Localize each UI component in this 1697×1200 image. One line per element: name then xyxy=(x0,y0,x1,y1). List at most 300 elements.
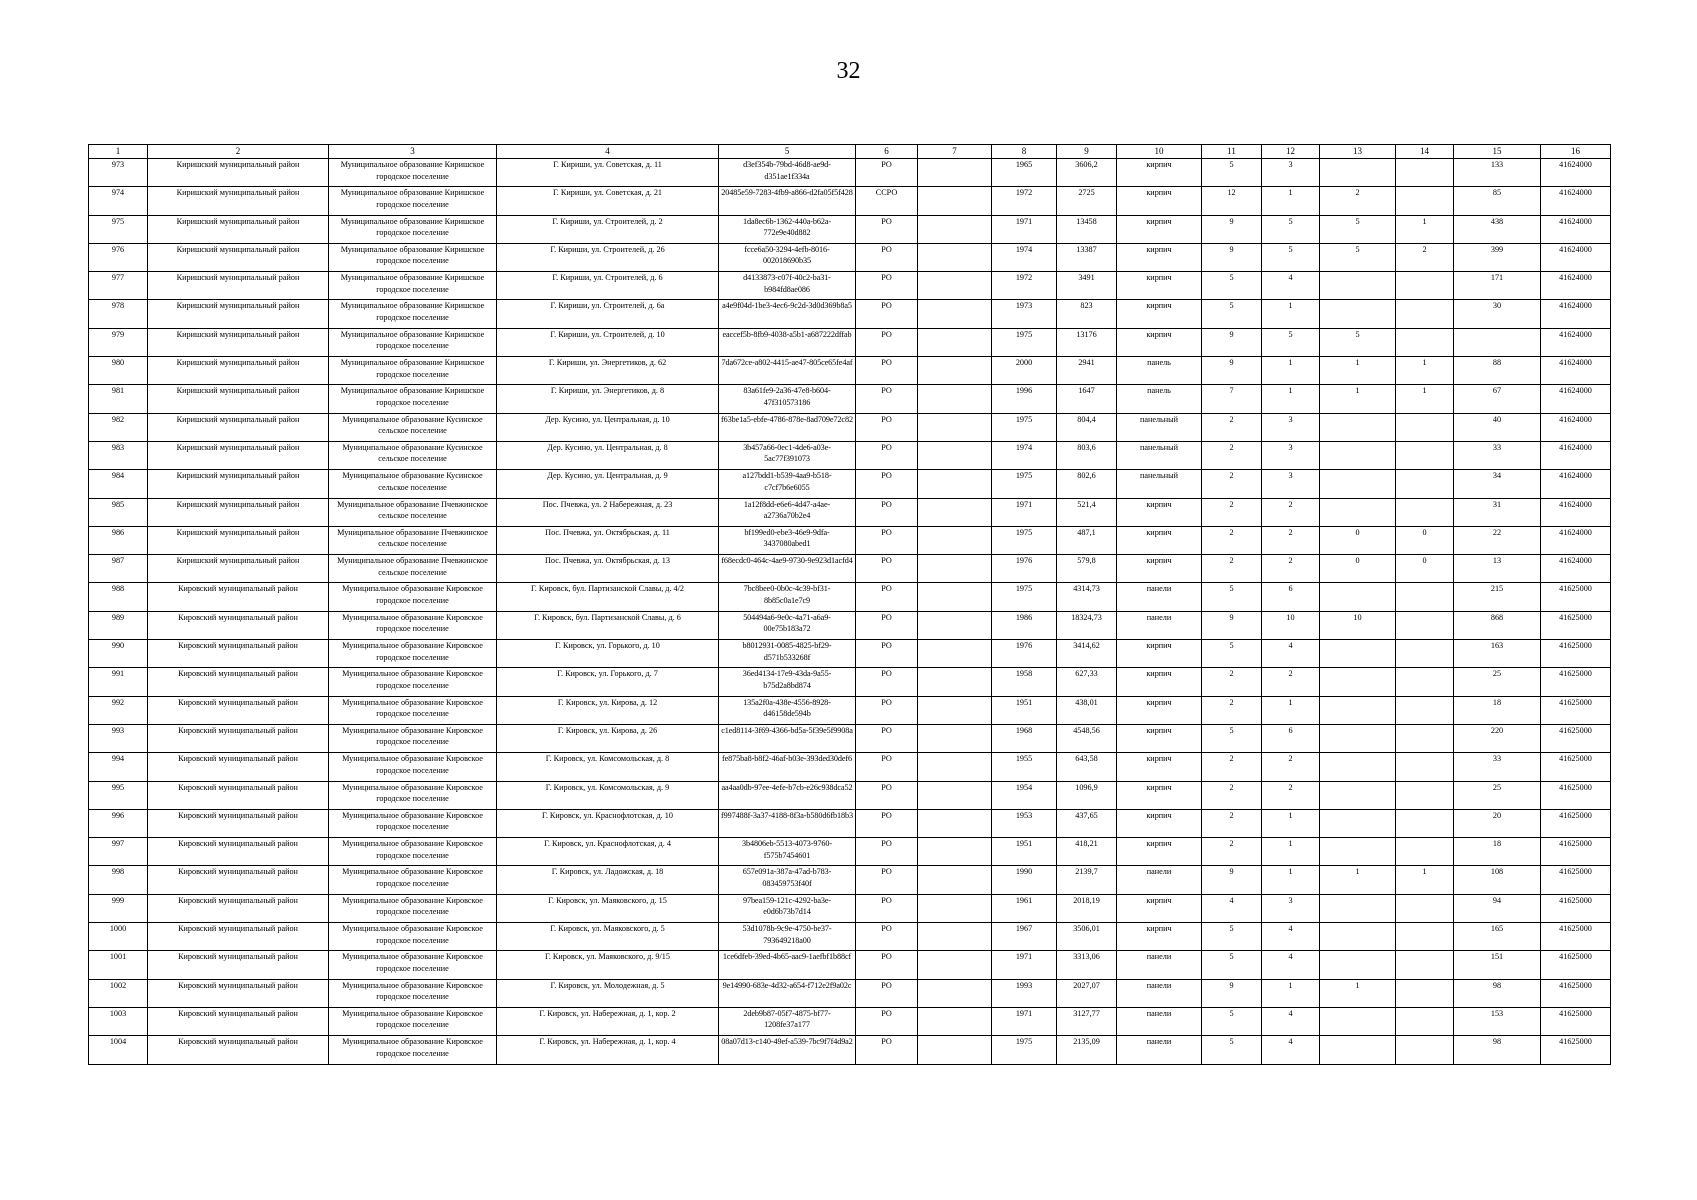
cell-residents: 88 xyxy=(1454,357,1541,385)
cell-entrances: 1 xyxy=(1262,385,1320,413)
cell-year: 1955 xyxy=(992,753,1057,781)
table-row xyxy=(89,300,1611,328)
cell-number: 999 xyxy=(89,894,148,922)
cell-residents: 18 xyxy=(1454,696,1541,724)
cell-number: 980 xyxy=(89,357,148,385)
cell-municipality: Муниципальное образование Киришское городское поселение xyxy=(329,357,497,385)
cell-area: 803,6 xyxy=(1057,441,1117,469)
cell-col7 xyxy=(918,724,992,752)
cell-area: 3127,77 xyxy=(1057,1007,1117,1035)
cell-col7 xyxy=(918,1007,992,1035)
cell-uuid: d4133873-c07f-40c2-ba31-b984fd8ae086 xyxy=(719,272,856,300)
cell-type: РО xyxy=(856,498,918,526)
cell-year: 1996 xyxy=(992,385,1057,413)
cell-col14 xyxy=(1396,753,1454,781)
cell-number: 1003 xyxy=(89,1007,148,1035)
cell-uuid: 7da672ce-a802-4415-ae47-805ce65fe4af xyxy=(719,357,856,385)
cell-district: Киришский муниципальный район xyxy=(148,413,329,441)
cell-address: Г. Кировск, ул. Набережная, д. 1, кор. 4 xyxy=(497,1036,719,1064)
cell-col13 xyxy=(1320,470,1396,498)
cell-municipality: Муниципальное образование Киришское городское поселение xyxy=(329,385,497,413)
cell-area: 418,21 xyxy=(1057,838,1117,866)
cell-col14: 1 xyxy=(1396,357,1454,385)
cell-col13: 5 xyxy=(1320,215,1396,243)
cell-number: 995 xyxy=(89,781,148,809)
cell-number: 982 xyxy=(89,413,148,441)
cell-residents: 171 xyxy=(1454,272,1541,300)
cell-residents: 163 xyxy=(1454,640,1541,668)
cell-entrances: 4 xyxy=(1262,272,1320,300)
cell-year: 1976 xyxy=(992,640,1057,668)
cell-number: 984 xyxy=(89,470,148,498)
cell-number: 977 xyxy=(89,272,148,300)
cell-type: РО xyxy=(856,781,918,809)
cell-municipality: Муниципальное образование Кировское городское поселение xyxy=(329,923,497,951)
cell-district: Кировский муниципальный район xyxy=(148,979,329,1007)
cell-municipality: Муниципальное образование Кировское городское поселение xyxy=(329,583,497,611)
cell-year: 1958 xyxy=(992,668,1057,696)
cell-residents: 151 xyxy=(1454,951,1541,979)
cell-oktmo: 41625000 xyxy=(1541,781,1611,809)
cell-area: 627,33 xyxy=(1057,668,1117,696)
cell-district: Кировский муниципальный район xyxy=(148,1007,329,1035)
cell-area: 3506,01 xyxy=(1057,923,1117,951)
cell-floors: 9 xyxy=(1202,611,1262,639)
cell-number: 993 xyxy=(89,724,148,752)
cell-address: Г. Кириши, ул. Строителей, д. 2 xyxy=(497,215,719,243)
cell-number: 975 xyxy=(89,215,148,243)
cell-district: Кировский муниципальный район xyxy=(148,951,329,979)
cell-address: Дер. Кусино, ул. Центральная, д. 10 xyxy=(497,413,719,441)
table-row xyxy=(89,498,1611,526)
cell-oktmo: 41625000 xyxy=(1541,979,1611,1007)
cell-material: кирпич xyxy=(1117,923,1202,951)
table-row xyxy=(89,838,1611,866)
table-row xyxy=(89,753,1611,781)
cell-address: Пос. Пчевжа, ул. Октябрьская, д. 13 xyxy=(497,555,719,583)
cell-address: Г. Кировск, бул. Партизанской Славы, д. 6 xyxy=(497,611,719,639)
column-header-2: 2 xyxy=(148,145,329,159)
cell-residents: 40 xyxy=(1454,413,1541,441)
cell-floors: 2 xyxy=(1202,413,1262,441)
table-row xyxy=(89,413,1611,441)
cell-col7 xyxy=(918,526,992,554)
cell-number: 1001 xyxy=(89,951,148,979)
cell-residents: 33 xyxy=(1454,441,1541,469)
cell-material: кирпич xyxy=(1117,555,1202,583)
cell-oktmo: 41625000 xyxy=(1541,1036,1611,1064)
cell-municipality: Муниципальное образование Кировское городское поселение xyxy=(329,696,497,724)
cell-entrances: 2 xyxy=(1262,498,1320,526)
cell-material: кирпич xyxy=(1117,696,1202,724)
cell-uuid: 20485e59-7283-4fb9-a866-d2fa05f5f428 xyxy=(719,187,856,215)
cell-residents: 133 xyxy=(1454,159,1541,187)
cell-material: кирпич xyxy=(1117,328,1202,356)
cell-year: 1993 xyxy=(992,979,1057,1007)
cell-col7 xyxy=(918,215,992,243)
cell-floors: 5 xyxy=(1202,1007,1262,1035)
cell-entrances: 2 xyxy=(1262,781,1320,809)
cell-area: 3414,62 xyxy=(1057,640,1117,668)
cell-oktmo: 41624000 xyxy=(1541,300,1611,328)
cell-residents: 399 xyxy=(1454,243,1541,271)
cell-year: 1972 xyxy=(992,272,1057,300)
cell-material: панели xyxy=(1117,611,1202,639)
cell-municipality: Муниципальное образование Киришское городское поселение xyxy=(329,272,497,300)
cell-col7 xyxy=(918,611,992,639)
table-row xyxy=(89,809,1611,837)
cell-number: 989 xyxy=(89,611,148,639)
cell-type: РО xyxy=(856,526,918,554)
cell-district: Кировский муниципальный район xyxy=(148,781,329,809)
cell-oktmo: 41625000 xyxy=(1541,696,1611,724)
cell-area: 487,1 xyxy=(1057,526,1117,554)
cell-district: Киришский муниципальный район xyxy=(148,300,329,328)
cell-col14 xyxy=(1396,809,1454,837)
cell-year: 1975 xyxy=(992,526,1057,554)
cell-number: 994 xyxy=(89,753,148,781)
cell-residents: 98 xyxy=(1454,979,1541,1007)
cell-floors: 2 xyxy=(1202,838,1262,866)
cell-material: кирпич xyxy=(1117,838,1202,866)
cell-floors: 5 xyxy=(1202,951,1262,979)
cell-entrances: 6 xyxy=(1262,724,1320,752)
cell-col7 xyxy=(918,838,992,866)
cell-number: 986 xyxy=(89,526,148,554)
cell-municipality: Муниципальное образование Киришское городское поселение xyxy=(329,159,497,187)
cell-residents: 20 xyxy=(1454,809,1541,837)
cell-residents: 67 xyxy=(1454,385,1541,413)
table-row xyxy=(89,611,1611,639)
cell-material: кирпич xyxy=(1117,724,1202,752)
cell-uuid: 9e14990-683e-4d32-a654-f712e2f9a02c xyxy=(719,979,856,1007)
cell-year: 1971 xyxy=(992,498,1057,526)
cell-municipality: Муниципальное образование Кировское городское поселение xyxy=(329,724,497,752)
table-row xyxy=(89,583,1611,611)
table-row xyxy=(89,894,1611,922)
cell-municipality: Муниципальное образование Кировское городское поселение xyxy=(329,1036,497,1064)
cell-uuid: 657e091a-387a-47ad-b783-083459753f40f xyxy=(719,866,856,894)
cell-area: 1096,9 xyxy=(1057,781,1117,809)
cell-entrances: 5 xyxy=(1262,243,1320,271)
cell-type: РО xyxy=(856,979,918,1007)
cell-address: Г. Кировск, ул. Кирова, д. 26 xyxy=(497,724,719,752)
cell-type: РО xyxy=(856,413,918,441)
cell-municipality: Муниципальное образование Кировское городское поселение xyxy=(329,668,497,696)
cell-address: Г. Кириши, ул. Энергетиков, д. 8 xyxy=(497,385,719,413)
cell-col14 xyxy=(1396,413,1454,441)
cell-number: 992 xyxy=(89,696,148,724)
cell-type: РО xyxy=(856,838,918,866)
cell-type: РО xyxy=(856,357,918,385)
cell-floors: 2 xyxy=(1202,781,1262,809)
cell-col7 xyxy=(918,441,992,469)
cell-uuid: 3b457a66-0ec1-4de6-a03e-5ac77f391073 xyxy=(719,441,856,469)
cell-material: кирпич xyxy=(1117,781,1202,809)
cell-entrances: 4 xyxy=(1262,640,1320,668)
cell-col7 xyxy=(918,696,992,724)
cell-year: 1990 xyxy=(992,866,1057,894)
cell-uuid: b8012931-0085-4825-bf29-d571b533268f xyxy=(719,640,856,668)
cell-municipality: Муниципальное образование Кировское городское поселение xyxy=(329,1007,497,1035)
cell-uuid: 1ce6dfeb-39ed-4b65-aac9-1aefbf1b88cf xyxy=(719,951,856,979)
cell-district: Кировский муниципальный район xyxy=(148,923,329,951)
cell-oktmo: 41624000 xyxy=(1541,526,1611,554)
cell-year: 1974 xyxy=(992,243,1057,271)
cell-type: РО xyxy=(856,583,918,611)
cell-address: Г. Кировск, ул. Набережная, д. 1, кор. 2 xyxy=(497,1007,719,1035)
cell-area: 13387 xyxy=(1057,243,1117,271)
cell-uuid: 2deb9b87-05f7-4875-bf77-1208fe37a177 xyxy=(719,1007,856,1035)
cell-number: 997 xyxy=(89,838,148,866)
cell-year: 1976 xyxy=(992,555,1057,583)
cell-col13 xyxy=(1320,498,1396,526)
cell-type: РО xyxy=(856,640,918,668)
cell-uuid: 53d1078b-9c9e-4750-be37-793649218a00 xyxy=(719,923,856,951)
cell-floors: 5 xyxy=(1202,640,1262,668)
cell-col13: 1 xyxy=(1320,979,1396,1007)
cell-entrances: 4 xyxy=(1262,1007,1320,1035)
cell-residents: 94 xyxy=(1454,894,1541,922)
cell-year: 1961 xyxy=(992,894,1057,922)
cell-material: кирпич xyxy=(1117,243,1202,271)
column-header-3: 3 xyxy=(329,145,497,159)
cell-col14 xyxy=(1396,696,1454,724)
cell-material: панели xyxy=(1117,979,1202,1007)
cell-col7 xyxy=(918,187,992,215)
cell-address: Г. Кировск, ул. Горького, д. 10 xyxy=(497,640,719,668)
cell-col14: 2 xyxy=(1396,243,1454,271)
cell-uuid: f63be1a5-ebfe-4786-878e-8ad709e72c82 xyxy=(719,413,856,441)
cell-residents: 85 xyxy=(1454,187,1541,215)
cell-entrances: 3 xyxy=(1262,441,1320,469)
cell-uuid: f68ecdc0-464c-4ae9-9730-9e923d1acfd4 xyxy=(719,555,856,583)
cell-municipality: Муниципальное образование Кусинское сельское поселение xyxy=(329,441,497,469)
column-header-7: 7 xyxy=(918,145,992,159)
cell-oktmo: 41624000 xyxy=(1541,413,1611,441)
cell-year: 1975 xyxy=(992,328,1057,356)
cell-number: 981 xyxy=(89,385,148,413)
cell-col14 xyxy=(1396,979,1454,1007)
cell-uuid: 97bea159-121c-4292-ba3e-e0d6b73b7d14 xyxy=(719,894,856,922)
cell-type: РО xyxy=(856,611,918,639)
cell-type: РО xyxy=(856,1007,918,1035)
cell-floors: 2 xyxy=(1202,753,1262,781)
cell-number: 991 xyxy=(89,668,148,696)
cell-material: кирпич xyxy=(1117,272,1202,300)
cell-col13: 1 xyxy=(1320,866,1396,894)
cell-col7 xyxy=(918,385,992,413)
cell-col14 xyxy=(1396,838,1454,866)
cell-municipality: Муниципальное образование Кировское городское поселение xyxy=(329,951,497,979)
cell-oktmo: 41625000 xyxy=(1541,668,1611,696)
cell-col13 xyxy=(1320,696,1396,724)
cell-address: Г. Кировск, ул. Маяковского, д. 9/15 xyxy=(497,951,719,979)
cell-address: Г. Кириши, ул. Строителей, д. 26 xyxy=(497,243,719,271)
cell-material: кирпич xyxy=(1117,300,1202,328)
column-header-10: 10 xyxy=(1117,145,1202,159)
cell-col14: 0 xyxy=(1396,555,1454,583)
cell-floors: 5 xyxy=(1202,300,1262,328)
cell-col13 xyxy=(1320,1036,1396,1064)
table-row xyxy=(89,640,1611,668)
cell-col14 xyxy=(1396,272,1454,300)
cell-area: 2135,09 xyxy=(1057,1036,1117,1064)
header-row xyxy=(89,145,1611,159)
cell-oktmo: 41624000 xyxy=(1541,385,1611,413)
cell-material: кирпич xyxy=(1117,526,1202,554)
cell-oktmo: 41625000 xyxy=(1541,866,1611,894)
cell-col14 xyxy=(1396,187,1454,215)
cell-material: панели xyxy=(1117,1007,1202,1035)
cell-entrances: 10 xyxy=(1262,611,1320,639)
cell-address: Г. Кировск, ул. Кирова, д. 12 xyxy=(497,696,719,724)
cell-oktmo: 41624000 xyxy=(1541,498,1611,526)
cell-entrances: 5 xyxy=(1262,328,1320,356)
cell-oktmo: 41625000 xyxy=(1541,583,1611,611)
cell-area: 4548,56 xyxy=(1057,724,1117,752)
cell-floors: 9 xyxy=(1202,866,1262,894)
cell-municipality: Муниципальное образование Кировское городское поселение xyxy=(329,979,497,1007)
cell-col13 xyxy=(1320,894,1396,922)
cell-address: Дер. Кусино, ул. Центральная, д. 9 xyxy=(497,470,719,498)
cell-residents: 13 xyxy=(1454,555,1541,583)
cell-entrances: 3 xyxy=(1262,413,1320,441)
cell-col7 xyxy=(918,753,992,781)
cell-district: Кировский муниципальный район xyxy=(148,668,329,696)
cell-district: Кировский муниципальный район xyxy=(148,838,329,866)
cell-type: РО xyxy=(856,894,918,922)
cell-oktmo: 41624000 xyxy=(1541,187,1611,215)
cell-col7 xyxy=(918,668,992,696)
cell-year: 1953 xyxy=(992,809,1057,837)
cell-col13 xyxy=(1320,413,1396,441)
cell-address: Пос. Пчевжа, ул. Октябрьская, д. 11 xyxy=(497,526,719,554)
cell-uuid: 36ed4134-17e9-43da-9a55-b75d2a8bd874 xyxy=(719,668,856,696)
cell-municipality: Муниципальное образование Киришское городское поселение xyxy=(329,187,497,215)
cell-col13 xyxy=(1320,583,1396,611)
cell-uuid: 83a61fe9-2a36-47e8-b604-47f310573186 xyxy=(719,385,856,413)
cell-col14 xyxy=(1396,583,1454,611)
table-row xyxy=(89,1036,1611,1064)
table-row xyxy=(89,159,1611,187)
cell-year: 1974 xyxy=(992,441,1057,469)
column-header-13: 13 xyxy=(1320,145,1396,159)
table-row xyxy=(89,724,1611,752)
table-row xyxy=(89,328,1611,356)
table-row xyxy=(89,923,1611,951)
cell-col14: 1 xyxy=(1396,215,1454,243)
cell-entrances: 4 xyxy=(1262,951,1320,979)
cell-floors: 12 xyxy=(1202,187,1262,215)
table-row xyxy=(89,272,1611,300)
cell-oktmo: 41624000 xyxy=(1541,555,1611,583)
cell-area: 3313,06 xyxy=(1057,951,1117,979)
cell-oktmo: 41625000 xyxy=(1541,640,1611,668)
cell-oktmo: 41625000 xyxy=(1541,838,1611,866)
cell-col13 xyxy=(1320,838,1396,866)
cell-area: 2027,07 xyxy=(1057,979,1117,1007)
cell-number: 974 xyxy=(89,187,148,215)
cell-address: Г. Кировск, бул. Партизанской Славы, д. 4/2 xyxy=(497,583,719,611)
cell-district: Кировский муниципальный район xyxy=(148,1036,329,1064)
cell-floors: 2 xyxy=(1202,498,1262,526)
table-header xyxy=(89,145,1611,159)
cell-col14 xyxy=(1396,328,1454,356)
housing-register-table xyxy=(88,144,1611,1065)
cell-floors: 9 xyxy=(1202,328,1262,356)
cell-type: РО xyxy=(856,243,918,271)
cell-district: Киришский муниципальный район xyxy=(148,555,329,583)
cell-residents xyxy=(1454,328,1541,356)
cell-residents: 33 xyxy=(1454,753,1541,781)
cell-type: РО xyxy=(856,385,918,413)
cell-area: 13458 xyxy=(1057,215,1117,243)
cell-col13 xyxy=(1320,272,1396,300)
cell-year: 1975 xyxy=(992,470,1057,498)
cell-address: Г. Кировск, ул. Маяковского, д. 5 xyxy=(497,923,719,951)
cell-residents: 108 xyxy=(1454,866,1541,894)
cell-address: Г. Кириши, ул. Строителей, д. 6а xyxy=(497,300,719,328)
cell-material: панельный xyxy=(1117,441,1202,469)
cell-material: панели xyxy=(1117,583,1202,611)
cell-municipality: Муниципальное образование Пчевжинское сельское поселение xyxy=(329,526,497,554)
cell-type: РО xyxy=(856,724,918,752)
cell-uuid: 08a07d13-c140-49ef-a539-7bc9f7f4d9a2 xyxy=(719,1036,856,1064)
cell-col14 xyxy=(1396,470,1454,498)
cell-area: 4314,73 xyxy=(1057,583,1117,611)
cell-year: 1954 xyxy=(992,781,1057,809)
cell-municipality: Муниципальное образование Пчевжинское сельское поселение xyxy=(329,498,497,526)
cell-year: 1968 xyxy=(992,724,1057,752)
cell-entrances: 2 xyxy=(1262,753,1320,781)
cell-year: 1986 xyxy=(992,611,1057,639)
cell-uuid: eaccef5b-8fb9-4038-a5b1-a687222dffab xyxy=(719,328,856,356)
cell-area: 3491 xyxy=(1057,272,1117,300)
table-row xyxy=(89,866,1611,894)
cell-type: РО xyxy=(856,753,918,781)
cell-residents: 25 xyxy=(1454,668,1541,696)
cell-residents: 98 xyxy=(1454,1036,1541,1064)
cell-year: 1972 xyxy=(992,187,1057,215)
cell-entrances: 5 xyxy=(1262,215,1320,243)
cell-col14 xyxy=(1396,640,1454,668)
cell-col14 xyxy=(1396,894,1454,922)
cell-address: Г. Кириши, ул. Строителей, д. 10 xyxy=(497,328,719,356)
cell-col13 xyxy=(1320,640,1396,668)
cell-material: панель xyxy=(1117,385,1202,413)
table-row xyxy=(89,357,1611,385)
cell-area: 804,4 xyxy=(1057,413,1117,441)
cell-floors: 2 xyxy=(1202,526,1262,554)
cell-year: 1967 xyxy=(992,923,1057,951)
cell-area: 438,01 xyxy=(1057,696,1117,724)
cell-col13 xyxy=(1320,441,1396,469)
cell-uuid: fcce6a50-3294-4efb-8016-002018690b35 xyxy=(719,243,856,271)
table-row xyxy=(89,951,1611,979)
column-header-4: 4 xyxy=(497,145,719,159)
cell-area: 2018,19 xyxy=(1057,894,1117,922)
cell-district: Кировский муниципальный район xyxy=(148,894,329,922)
cell-district: Киришский муниципальный район xyxy=(148,159,329,187)
cell-residents: 25 xyxy=(1454,781,1541,809)
table-row xyxy=(89,441,1611,469)
cell-floors: 9 xyxy=(1202,357,1262,385)
cell-material: кирпич xyxy=(1117,498,1202,526)
cell-year: 1971 xyxy=(992,215,1057,243)
cell-col7 xyxy=(918,866,992,894)
cell-col13 xyxy=(1320,724,1396,752)
